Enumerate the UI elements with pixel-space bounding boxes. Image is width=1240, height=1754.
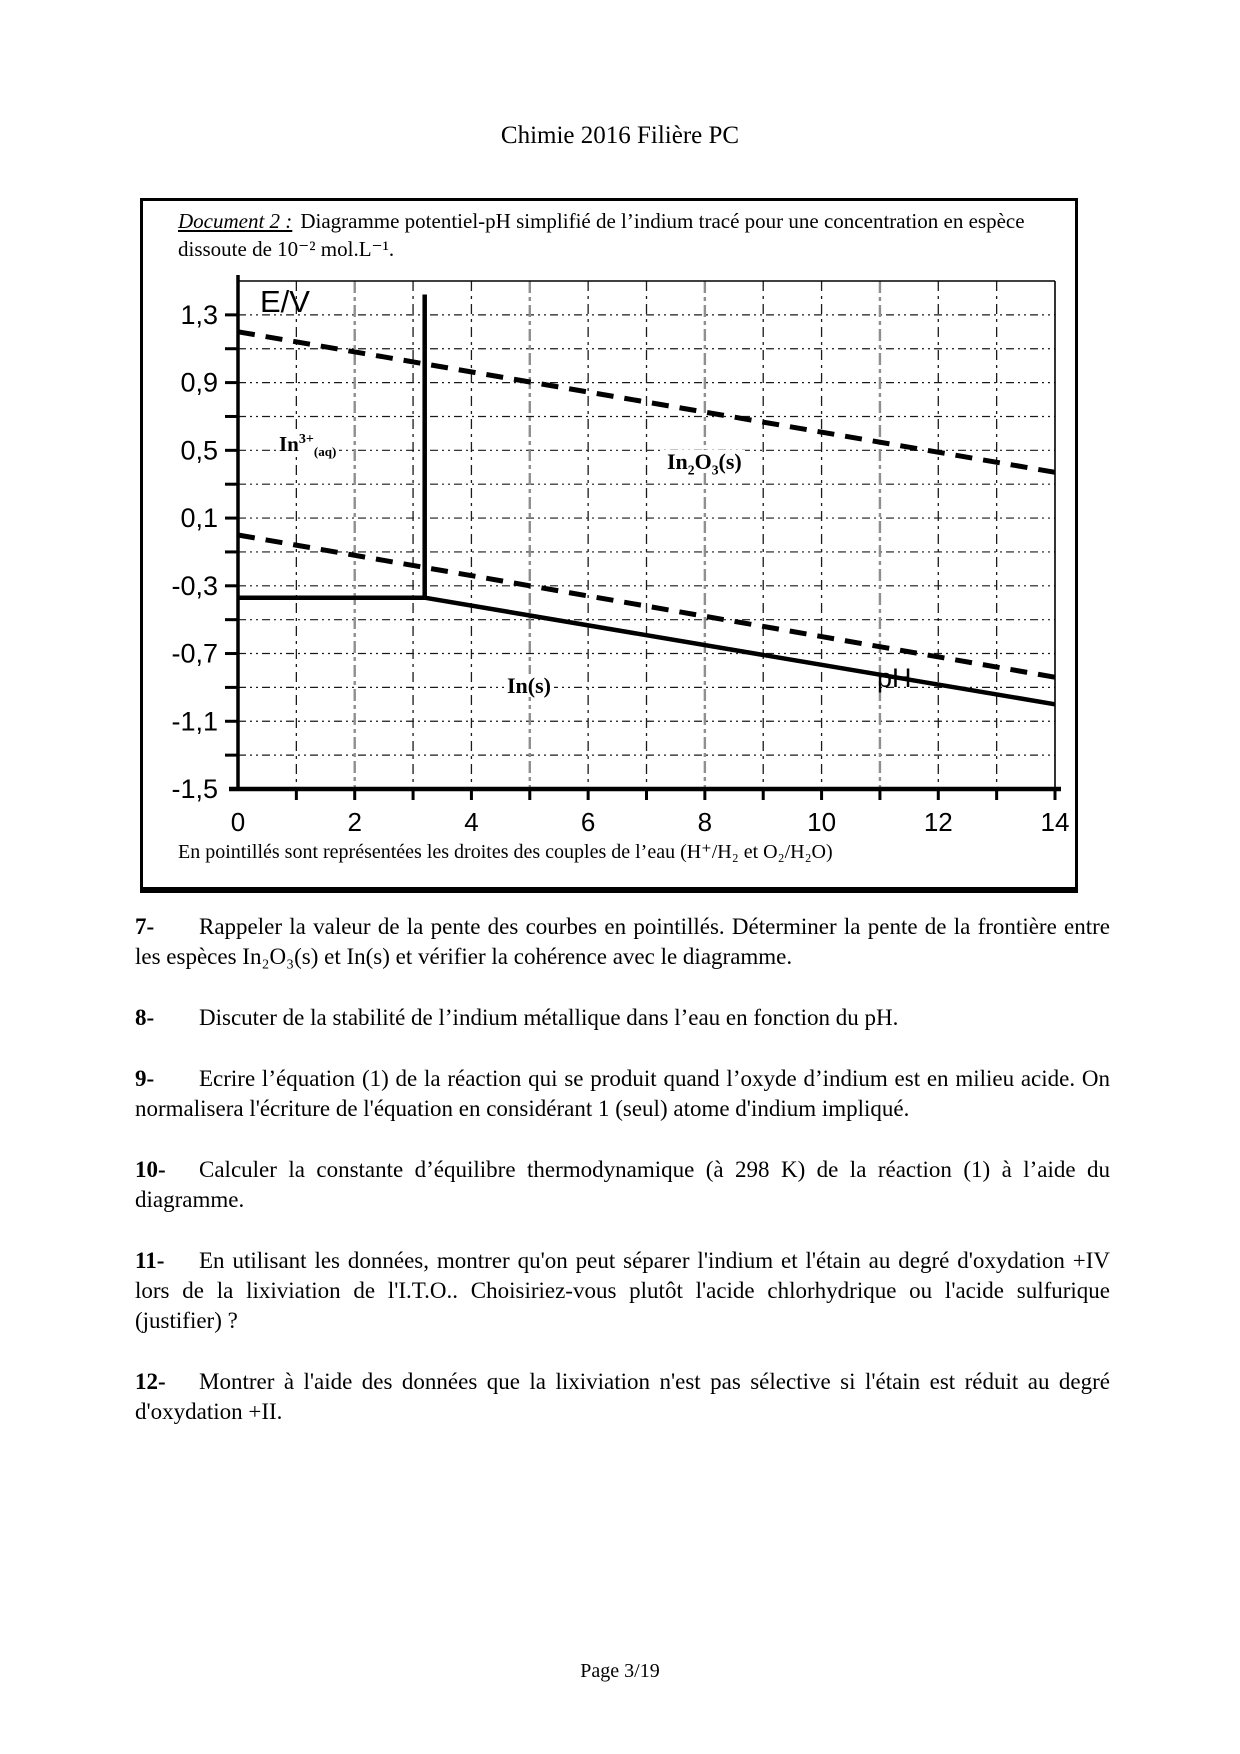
- question-item-10: [135, 1155, 1110, 1215]
- y-tick-label: -0,3: [171, 570, 218, 601]
- page-title: Chimie 2016 Filière PC: [500, 122, 740, 149]
- y-axis-title: E/V: [260, 284, 310, 319]
- x-tick-label: 4: [464, 807, 479, 837]
- question-text: Discuter de la stabilité de l’indium métallique dans l’eau en fonction du pH.: [199, 1005, 899, 1030]
- question-number: 8-: [135, 1005, 155, 1030]
- question-text: Ecrire l’équation (1) de la réaction qui se produit quand l’oxyde d’indium est en milieu acide. On normalisera l'écriture de l'équation en considérant 1 (seul) atome d'indium impliqué.: [135, 1066, 1110, 1121]
- question-item-9: [135, 1064, 1110, 1124]
- question-text: Montrer à l'aide des données que la lixiviation n'est pas sélective si l'étain est réduit au degré d'oxydation +II.: [135, 1369, 1110, 1424]
- question-text: Rappeler la valeur de la pente des courbes en pointillés. Déterminer la pente de la frontière entre les espèces In₂O₃(s) et In(s) et vérifier la cohérence avec le diagramme.: [135, 914, 1110, 969]
- x-tick-label: 8: [697, 807, 713, 837]
- page-footer: Page 3/19: [580, 1660, 660, 1682]
- question-number: 10-: [135, 1157, 166, 1182]
- ph-diagram-svg: [160, 257, 1075, 849]
- document-box: [140, 198, 1078, 893]
- x-tick-label: 6: [580, 807, 596, 837]
- question-number: 11-: [135, 1248, 165, 1273]
- question-item-8: [135, 1003, 1110, 1033]
- chart-footnote: En pointillés sont représentées les droites des couples de l’eau (H⁺/H₂ et O₂/H₂O): [178, 841, 833, 863]
- region-label-in3plus: $In^{3+}_{(aq)}$: [276, 433, 339, 455]
- questions-list: [135, 912, 1110, 1458]
- question-item-7: [135, 912, 1110, 972]
- x-axis-title: pH: [877, 663, 912, 693]
- x-tick-label: 14: [1040, 807, 1070, 837]
- region-label-in2o3: $In_2O_3(s)$: [664, 450, 745, 473]
- ph-diagram: [160, 257, 1075, 849]
- question-number: 9-: [135, 1066, 155, 1091]
- y-tick-label: 1,3: [180, 299, 218, 330]
- document-label: Document 2 :: [178, 209, 293, 233]
- x-tick-label: 12: [923, 807, 953, 837]
- region-label-in-solid: In(s): [504, 674, 554, 697]
- question-item-12: [135, 1367, 1110, 1427]
- x-tick-label: 10: [807, 807, 837, 837]
- question-number: 7-: [135, 914, 155, 939]
- question-number: 12-: [135, 1369, 166, 1394]
- y-tick-label: -1,1: [171, 706, 218, 737]
- y-tick-label: -0,7: [171, 638, 218, 669]
- x-tick-label: 2: [347, 807, 362, 837]
- document-caption: Diagramme potentiel-pH simplifié de l’indium tracé pour une concentration en espèce dissoute de 10⁻² mol.L⁻¹.: [178, 209, 1025, 261]
- y-tick-label: 0,1: [180, 503, 218, 534]
- document-header: [178, 207, 1075, 263]
- question-text: Calculer la constante d’équilibre thermodynamique (à 298 K) de la réaction (1) à l’aide du diagramme.: [135, 1157, 1110, 1212]
- question-text: En utilisant les données, montrer qu'on peut séparer l'indium et l'étain au degré d'oxydation +IV lors de la lixiviation de l'I.T.O.. Choisiriez-vous plutôt l'acide chlorhydrique ou l'acide sulfurique (justifier) ?: [135, 1248, 1110, 1333]
- y-tick-label: 0,9: [180, 367, 218, 398]
- y-tick-label: 0,5: [180, 435, 218, 466]
- x-tick-label: 0: [230, 807, 246, 837]
- y-tick-label: -1,5: [171, 774, 218, 804]
- question-item-11: [135, 1246, 1110, 1336]
